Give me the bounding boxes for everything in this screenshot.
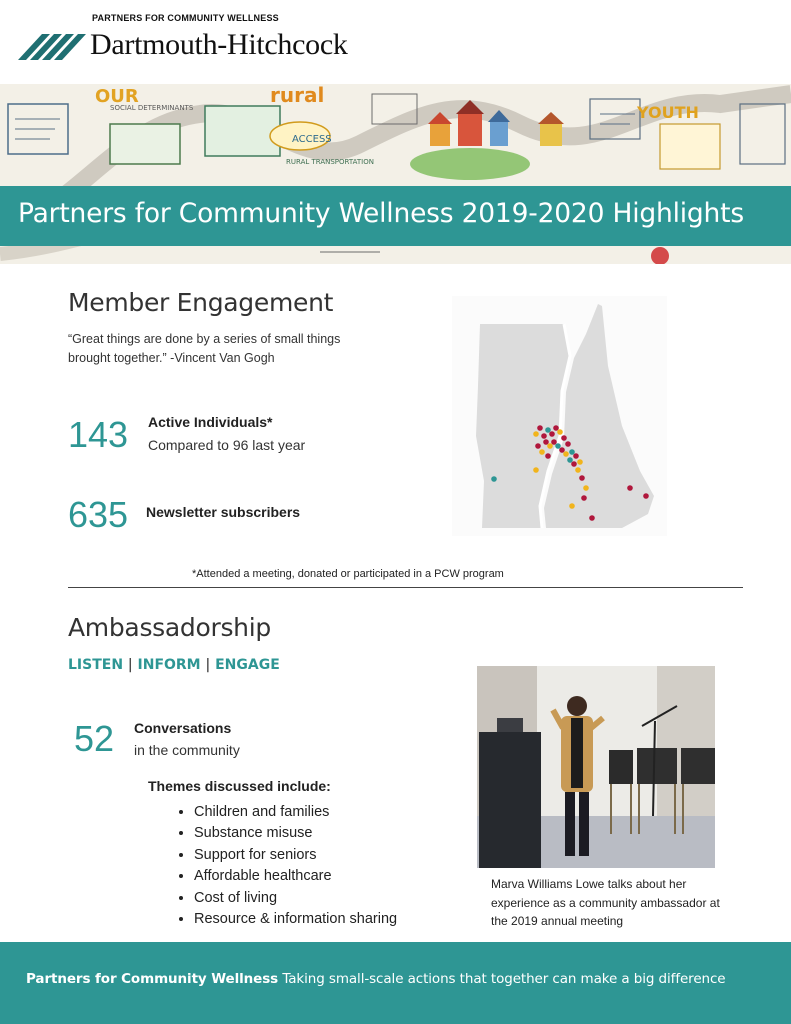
themes-list [176, 802, 397, 930]
stat-label-newsletter: Newsletter subscribers [146, 504, 301, 520]
themes-title: Themes discussed include: [148, 778, 331, 794]
keyword-separator: | [205, 657, 211, 673]
stat-label-active: Active Individuals* [148, 414, 273, 430]
footer-slogan: Taking small-scale actions that together can make a big difference [282, 971, 726, 987]
stat-number-conversations: 52 [74, 718, 115, 759]
footer-org: Partners for Community Wellness [26, 971, 279, 987]
engagement-footnote: *Attended a meeting, donated or participated in a PCW program [192, 568, 504, 580]
list-item: • Substance misuse [194, 823, 397, 844]
page-title: Partners for Community Wellness 2019-2020 Highlights [18, 198, 744, 229]
ambassador-keywords [68, 657, 280, 673]
stat-number-newsletter: 635 [68, 494, 129, 535]
banner-word: rural [270, 84, 325, 107]
ambassador-photo [477, 666, 715, 868]
logo-tagline: PARTNERS FOR COMMUNITY WELLNESS [92, 13, 279, 23]
footer-text [26, 971, 726, 987]
stat-number-active: 143 [68, 414, 129, 455]
keyword-inform: INFORM [137, 657, 201, 673]
list-item: • Children and families [194, 802, 397, 823]
keyword-engage: ENGAGE [215, 657, 280, 673]
keyword-listen: LISTEN [68, 657, 124, 673]
banner-word: YOUTH [637, 103, 699, 122]
section-heading-engagement: Member Engagement [68, 288, 334, 317]
photo-caption: Marva Williams Lowe talks about her experience as a community ambassador at the 2019 annual meeting [491, 877, 720, 928]
banner-word: ACCESS [292, 134, 332, 145]
list-item: • Resource & information sharing [194, 909, 397, 930]
list-item: • Support for seniors [194, 845, 397, 866]
stat-label-conversations: Conversations [134, 720, 232, 736]
keyword-separator: | [127, 657, 133, 673]
engagement-quote: “Great things are done by a series of small things brought together.” -Vincent Van Gogh [68, 332, 341, 365]
banner-word: RURAL TRANSPORTATION [286, 158, 374, 166]
list-item: • Affordable healthcare [194, 866, 397, 887]
list-item: • Cost of living [194, 888, 397, 909]
member-location-map [452, 296, 667, 536]
logo-org-name: Dartmouth-Hitchcock [90, 28, 348, 61]
banner-word: SOCIAL DETERMINANTS [110, 104, 194, 112]
section-heading-ambassadorship: Ambassadorship [68, 613, 271, 642]
stat-sub-conversations: in the community [134, 742, 240, 758]
banner-word: OUR [95, 86, 139, 107]
section-divider [68, 587, 743, 588]
stat-sub-active: Compared to 96 last year [148, 437, 306, 453]
dartmouth-hitchcock-logo-icon [18, 26, 86, 60]
